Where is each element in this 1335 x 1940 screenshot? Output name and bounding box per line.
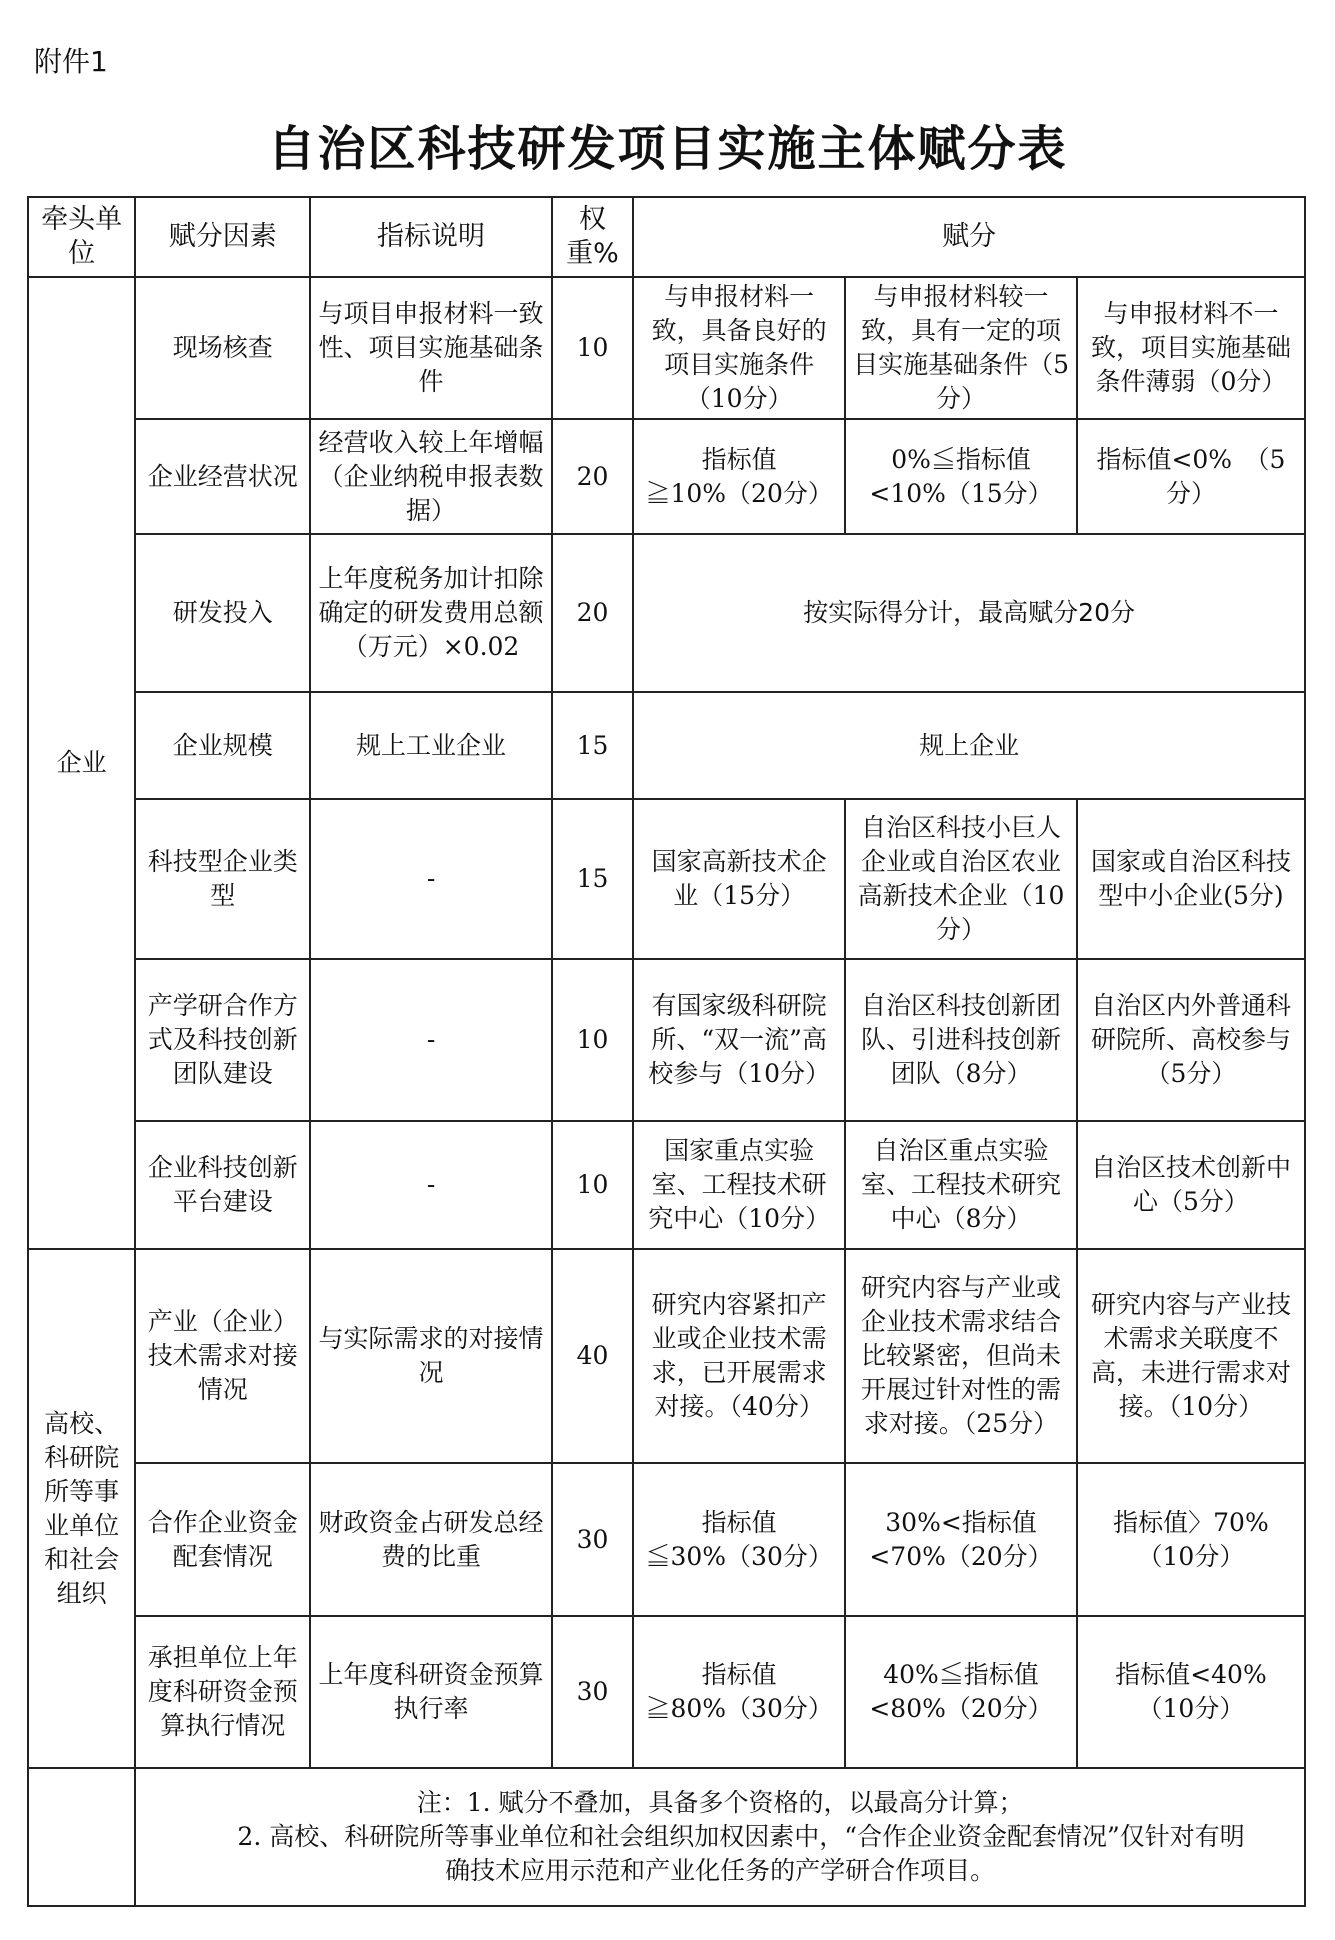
score-span-cell: 按实际得分计，最高赋分20分	[633, 534, 1305, 692]
weight-cell: 15	[552, 799, 633, 959]
note-line: 确技术应用示范和产业化任务的产学研合作项目。	[445, 1856, 996, 1885]
factor-cell: 现场核查	[135, 277, 310, 419]
score-cell: 研究内容紧扣产业或企业技术需求，已开展需求对接。（40分）	[633, 1249, 845, 1463]
table-row	[28, 534, 1305, 692]
factor-cell: 企业规模	[135, 692, 310, 799]
weight-cell: 10	[552, 959, 633, 1121]
factor-cell: 研发投入	[135, 534, 310, 692]
weight-cell: 30	[552, 1616, 633, 1768]
score-cell: 研究内容与产业技术需求关联度不高，未进行需求对接。（10分）	[1077, 1249, 1305, 1463]
header-weight: 权重%	[552, 197, 633, 277]
factor-cell: 承担单位上年度科研资金预算执行情况	[135, 1616, 310, 1768]
weight-cell: 10	[552, 277, 633, 419]
description-cell: -	[310, 799, 552, 959]
score-cell: 研究内容与产业或企业技术需求结合比较紧密，但尚未开展过针对性的需求对接。（25分）	[845, 1249, 1077, 1463]
table-row	[28, 419, 1305, 534]
score-cell: 国家高新技术企业（15分）	[633, 799, 845, 959]
table-row	[28, 799, 1305, 959]
description-cell: -	[310, 959, 552, 1121]
attachment-label: 附件1	[34, 45, 108, 78]
weight-cell: 40	[552, 1249, 633, 1463]
factor-cell: 科技型企业类型	[135, 799, 310, 959]
score-cell: 30%<指标值<70%（20分）	[845, 1463, 1077, 1616]
description-cell: 与实际需求的对接情况	[310, 1249, 552, 1463]
description-cell: 经营收入较上年增幅（企业纳税申报表数据）	[310, 419, 552, 534]
table-row	[28, 1121, 1305, 1249]
page-title: 自治区科技研发项目实施主体赋分表	[267, 121, 1068, 177]
description-cell: 上年度税务加计扣除确定的研发费用总额（万元）×0.02	[310, 534, 552, 692]
factor-cell: 合作企业资金配套情况	[135, 1463, 310, 1616]
score-cell: 自治区重点实验室、工程技术研究中心（8分）	[845, 1121, 1077, 1249]
factor-cell: 产学研合作方式及科技创新团队建设	[135, 959, 310, 1121]
score-cell: 40%≦指标值<80%（20分）	[845, 1616, 1077, 1768]
weight-cell: 20	[552, 534, 633, 692]
table-row	[28, 1463, 1305, 1616]
notes-cell	[135, 1768, 1305, 1906]
score-cell: 指标值≧80%（30分）	[633, 1616, 845, 1768]
score-cell: 指标值≦30%（30分）	[633, 1463, 845, 1616]
score-cell: 自治区科技小巨人企业或自治区农业高新技术企业（10分）	[845, 799, 1077, 959]
header-description: 指标说明	[310, 197, 552, 277]
note-line: 2. 高校、科研院所等事业单位和社会组织加权因素中，“合作企业资金配套情况”仅针对有明	[237, 1822, 1245, 1851]
lead-unit-cell: 高校、科研院所等事业单位和社会组织	[28, 1249, 135, 1768]
score-cell: 有国家级科研院所、“双一流”高校参与（10分）	[633, 959, 845, 1121]
note-line: 注：1. 赋分不叠加，具备多个资格的，以最高分计算；	[416, 1788, 1024, 1817]
factor-cell: 企业科技创新平台建设	[135, 1121, 310, 1249]
header-score: 赋分	[633, 197, 1305, 277]
description-cell: 财政资金占研发总经费的比重	[310, 1463, 552, 1616]
score-cell: 国家或自治区科技型中小企业(5分)	[1077, 799, 1305, 959]
scoring-table	[27, 196, 1306, 1907]
weight-cell: 10	[552, 1121, 633, 1249]
notes-blank-cell	[28, 1768, 135, 1906]
score-cell: 自治区内外普通科研院所、高校参与（5分）	[1077, 959, 1305, 1121]
factor-cell: 企业经营状况	[135, 419, 310, 534]
header-lead-unit: 牵头单位	[28, 197, 135, 277]
notes-row	[28, 1768, 1305, 1906]
description-cell: 与项目申报材料一致性、项目实施基础条件	[310, 277, 552, 419]
score-span-cell: 规上企业	[633, 692, 1305, 799]
table-row	[28, 1616, 1305, 1768]
table-row	[28, 1249, 1305, 1463]
weight-cell: 20	[552, 419, 633, 534]
header-factor: 赋分因素	[135, 197, 310, 277]
table-row	[28, 277, 1305, 419]
score-cell: 自治区技术创新中心（5分）	[1077, 1121, 1305, 1249]
description-cell: -	[310, 1121, 552, 1249]
description-cell: 上年度科研资金预算执行率	[310, 1616, 552, 1768]
score-cell: 自治区科技创新团队、引进科技创新团队（8分）	[845, 959, 1077, 1121]
table-row	[28, 959, 1305, 1121]
score-cell: 指标值<0% （5分）	[1077, 419, 1305, 534]
lead-unit-cell: 企业	[28, 277, 135, 1249]
score-cell: 国家重点实验室、工程技术研究中心（10分）	[633, 1121, 845, 1249]
score-cell: 指标值≧10%（20分）	[633, 419, 845, 534]
table-row	[28, 692, 1305, 799]
score-cell: 指标值<40% （10分）	[1077, 1616, 1305, 1768]
factor-cell: 产业（企业）技术需求对接情况	[135, 1249, 310, 1463]
score-cell: 与申报材料一致，具备良好的项目实施条件（10分）	[633, 277, 845, 419]
weight-cell: 30	[552, 1463, 633, 1616]
weight-cell: 15	[552, 692, 633, 799]
score-cell: 0%≦指标值<10%（15分）	[845, 419, 1077, 534]
score-cell: 与申报材料较一致，具有一定的项目实施基础条件（5分）	[845, 277, 1077, 419]
score-cell: 指标值〉70% （10分）	[1077, 1463, 1305, 1616]
score-cell: 与申报材料不一致，项目实施基础条件薄弱（0分）	[1077, 277, 1305, 419]
description-cell: 规上工业企业	[310, 692, 552, 799]
